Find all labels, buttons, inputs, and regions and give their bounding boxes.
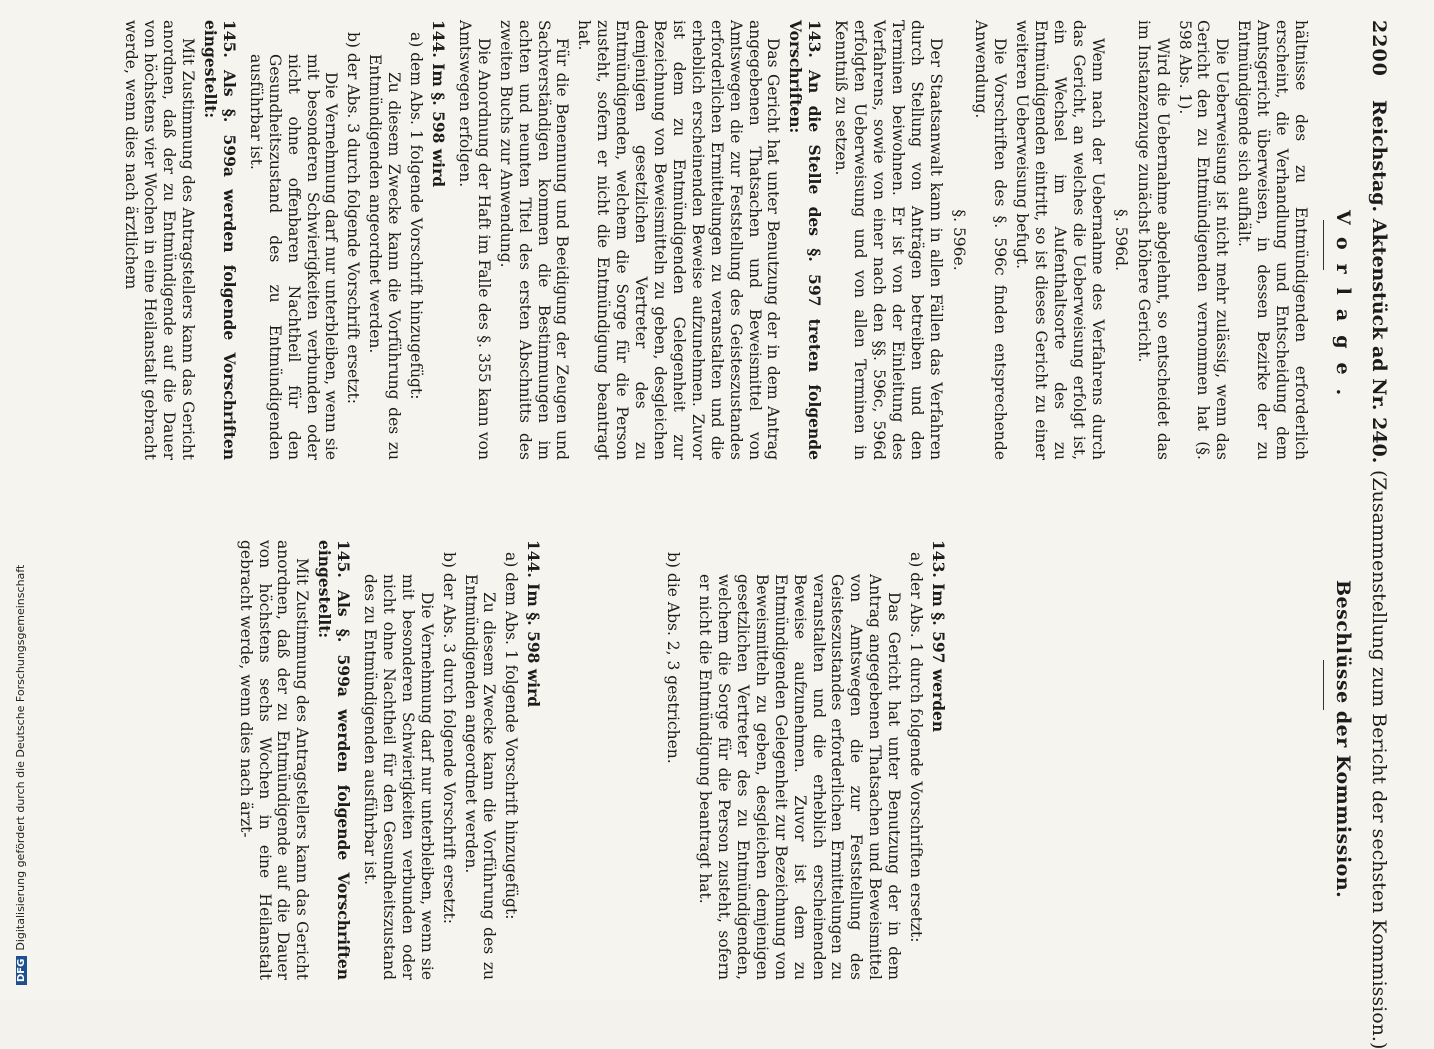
title-subtitle: (Zusammenstellung zum Bericht der sechsten Kommission.) bbox=[1368, 469, 1390, 1049]
paragraph: Der Staatsanwalt kann in allen Fällen das Verfahren durch Stellung von Anträgen betreiben und den Terminen beiwohnen. Er ist von der Einleitung des Verfahrens, sowie von einer nach den §§. 596c, 596d erfolgten Ueberweisung und von allen Terminen in Kenntniß zu setzen. bbox=[832, 20, 945, 460]
quote-text: Die Vernehmung darf nur unterbleiben, wenn sie mit besonderen Schwierigkeiten verbunden oder nicht ohne offenbaren Nachtheil für den Gesundheitszustand des zu Entmündigenden ausführbar ist. bbox=[246, 54, 341, 460]
quote bbox=[365, 20, 403, 460]
digitization-footer bbox=[14, 565, 27, 985]
paragraph: Die Anordnung der Haft im Falle des §. 355 kann von Amtswegen erfolgen. bbox=[455, 20, 493, 460]
page-title bbox=[1367, 100, 1390, 1049]
left-column-heading: Vorlage. bbox=[1332, 210, 1354, 410]
paragraph: Mit Zustimmung des Antragstellers kann das Gericht anordnen, daß der zu Entmündigende auf die Dauer von höchstens vier Wochen in eine Heilanstalt gebracht werde, wenn dies nach ärztlichem bbox=[122, 20, 198, 460]
item-143: 143. Im §. 597 werden bbox=[929, 540, 948, 733]
item-143: 143. An die Stelle des §. 597 treten folgende Vorschriften: bbox=[786, 20, 825, 460]
paragraph: Wird die Uebernahme abgelehnt, so entscheidet das im Instanzenzuge zunächst höhere Gericht. bbox=[1134, 20, 1172, 460]
subitem-a: a) der Abs. 1 durch folgende Vorschriften ersetzt: bbox=[907, 552, 926, 943]
paragraph: Das Gericht hat unter Benutzung der in dem Antrag angegebenen Thatsachen und Beweismittel von Amtswegen die zur Feststellung des Geisteszustandes erforderlichen Ermittelungen zu veranstalten und die erheblich erscheinenden Beweise aufzunehmen. Zuvor ist dem zu Entmündigenden Gelegenheit zur Bezeichnung von Beweismitteln zu geben, desgleichen demjenigen gesetzlichen Vertreter des zu Entmündigenden, welchem die Sorge für die Person zusteht, sofern er nicht die Entmündigung beantragt hat. bbox=[575, 20, 783, 460]
paragraph: Wenn nach der Uebernahme des Verfahrens durch das Gericht, an welches die Ueberweisung erfolgt ist, ein Wechsel im Aufenthaltsorte des zu Entmündigenden eintritt, so ist dieses Gericht zu einer weiteren Ueberweisung befugt. bbox=[1013, 20, 1107, 460]
subitem-a: a) dem Abs. 1 folgende Vorschrift hinzugefügt: bbox=[407, 32, 426, 400]
item-144: 144. Im §. 598 wird bbox=[524, 540, 544, 708]
column-beschluesse bbox=[233, 540, 1310, 980]
quote-text: Die Vernehmung darf nur unterbleiben, wenn sie mit besonderen Schwierigkeiten verbunden oder nicht ohne Nachtheil für den Gesundheitszustand des zu Entmündigenden ausführbar ist. bbox=[361, 574, 436, 980]
spacer bbox=[955, 540, 1310, 980]
section-number: §. 596d. bbox=[1111, 208, 1130, 272]
item-145: 145. Als §. 599a werden folgende Vorschriften eingestellt: bbox=[201, 20, 239, 460]
paragraph: Die Vorschriften des §. 596c finden entsprechende Anwendung. bbox=[972, 20, 1010, 460]
footer-text: Digitalisierung gefördert durch die Deutsche Forschungsgemeinschaft bbox=[14, 564, 27, 951]
quote-text: Das Gericht hat unter Benutzung der in dem Antrag angegebenen Thatsachen und Beweismittel von Amtswegen die zur Feststellung des Geisteszustandes erforderlichen Ermittelungen zu veranstalten und die erheblich erscheinenden Beweise aufzunehmen. Zuvor ist dem zu Entmündigenden Gelegenheit zur Bezeichnung von Beweismitteln zu geben, desgleichen demjenigen gesetzlichen Vertreter des zu Entmündigenden, welchem die Sorge für die Person zusteht, sofern er nicht die Entmündigung beantragt hat. bbox=[696, 574, 904, 980]
column-vorlage bbox=[119, 20, 1310, 460]
page-header bbox=[1356, 20, 1390, 1049]
quote-text: Zu diesem Zwecke kann die Vorführung des zu Entmündigenden angeordnet werden. bbox=[366, 54, 404, 460]
quote bbox=[695, 540, 903, 980]
item-144: 144. Im §. 598 wird bbox=[429, 20, 449, 188]
paragraph: Für die Benennung und Beeidigung der Zeugen und Sachverständigen kommen die Bestimmungen im achten und neunten Titel des ersten Abschnitts des zweiten Buchs zur Anwendung. bbox=[496, 20, 572, 460]
subitem-b: b) der Abs. 3 durch folgende Vorschrift ersetzt: bbox=[344, 32, 363, 405]
section-number: §. 596e. bbox=[949, 209, 968, 271]
spacer bbox=[682, 540, 692, 980]
quote bbox=[360, 540, 436, 980]
right-heading-rule bbox=[1323, 660, 1324, 710]
left-heading-rule bbox=[1323, 220, 1324, 270]
paragraph: Mit Zustimmung des Antragstellers kann das Gericht anordnen, daß der zu Entmündigende auf die Dauer von höchstens sechs Wochen in eine Heilanstalt gebracht werde, wenn dies nach ärzt- bbox=[236, 540, 312, 980]
item-145: 145. Als §. 599a werden folgende Vorschriften eingestellt: bbox=[315, 540, 354, 980]
subitem-b: b) die Abs. 2, 3 gestrichen. bbox=[664, 552, 683, 764]
dfg-logo-icon: DFG bbox=[16, 956, 27, 985]
page-number: 2200 bbox=[1368, 20, 1390, 77]
subitem-a: a) dem Abs. 1 folgende Vorschrift hinzugefügt: bbox=[502, 552, 521, 920]
title-main: Reichstag. Aktenstück ad Nr. 240. bbox=[1368, 100, 1390, 464]
paragraph: hältnisse des zu Entmündigenden erforderlich erscheint, die Verhandlung und Entscheidung dem Amtsgericht überweisen, in dessen Bezirke der zu Entmündigende sich aufhält. bbox=[1235, 20, 1310, 460]
paragraph: Die Ueberweisung ist nicht mehr zulässig, wenn das Gericht den zu Entmündigenden vernommen hat (§. 598 Abs. 1). bbox=[1175, 20, 1232, 460]
quote bbox=[461, 540, 499, 980]
quote-text: Zu diesem Zwecke kann die Vorführung des zu Entmündigenden angeordnet werden. bbox=[461, 574, 499, 980]
quote bbox=[246, 20, 341, 460]
rotated-page-content bbox=[60, 20, 1390, 1049]
subitem-b: b) der Abs. 3 durch folgende Vorschrift ersetzt: bbox=[439, 552, 458, 925]
right-column-heading: Beschlüsse der Kommission. bbox=[1332, 580, 1354, 899]
spacer bbox=[550, 540, 660, 980]
